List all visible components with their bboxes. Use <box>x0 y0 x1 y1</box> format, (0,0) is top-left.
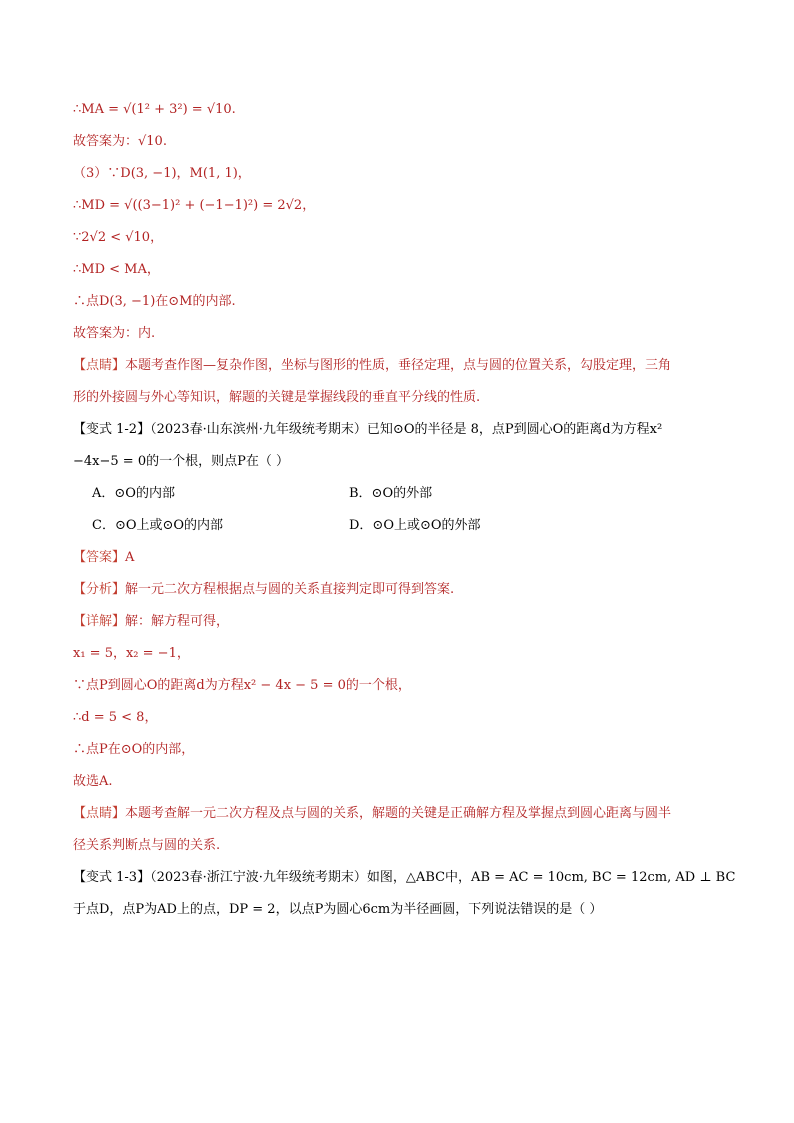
detail-line-inside: ∴点P在⊙O的内部， <box>73 742 195 757</box>
detail-line-roots: x₁ = 5，x₂ = −1， <box>73 646 190 661</box>
dianjing-1-cont: 形的外接圆与外心等知识，解题的关键是掌握线段的垂直平分线的性质. <box>73 390 481 405</box>
variant-tag: 【变式 1-2】 <box>73 422 151 437</box>
dianjing-2 <box>73 804 734 824</box>
option-c: C．⊙O上或⊙O的内部 <box>92 518 224 533</box>
solution-line-3: （3）∵D(3, −1)，M(1, 1)， <box>73 166 251 181</box>
answer-value: A <box>125 550 135 565</box>
option-d: D．⊙O上或⊙O的外部 <box>349 518 481 533</box>
detail-text: 解：解方程可得， <box>125 614 230 629</box>
solution-line-md-lt-ma: ∴MD < MA， <box>73 262 160 277</box>
dianjing-1 <box>73 356 734 376</box>
option-b: B．⊙O的外部 <box>349 486 433 501</box>
variant-text-13: （2023春·浙江宁波·九年级统考期末）如图，△ABC中，AB = AC = 10cm, BC = 12cm, AD ⊥ BC <box>150 870 736 885</box>
answer-line-2: 故答案为：内. <box>73 326 156 341</box>
variant-1-2 <box>73 420 734 440</box>
analysis-row <box>73 580 734 600</box>
option-a: A．⊙O的内部 <box>92 486 175 501</box>
dianjing-text-1: 本题考查作图—复杂作图，坐标与图形的性质，垂径定理，点与圆的位置关系，勾股定理，三角 <box>125 358 672 373</box>
variant-1-3-cont: 于点D，点P为AD上的点，DP = 2，以点P为圆心6cm为半径画圆，下列说法错误的是（ ） <box>73 902 603 917</box>
answer-line-1: 故答案为：√10. <box>73 134 167 149</box>
analysis-text: 解一元二次方程根据点与圆的关系直接判定即可得到答案. <box>125 582 455 597</box>
detail-row <box>73 612 734 632</box>
solution-line-ma: ∴MA = √(1² + 3²) = √10. <box>73 102 236 117</box>
variant-1-2-cont: −4x−5 = 0的一个根，则点P在（ ） <box>73 454 289 469</box>
variant-tag-13: 【变式 1-3】 <box>73 870 151 885</box>
answer-tag: 【答案】 <box>73 550 126 565</box>
solution-line-compare: ∵2√2 < √10， <box>73 230 164 245</box>
dianjing-tag: 【点睛】 <box>73 358 126 373</box>
analysis-tag: 【分析】 <box>73 582 126 597</box>
dianjing-2-cont: 径关系判断点与圆的关系. <box>73 838 221 853</box>
detail-line-choice: 故选A. <box>73 774 113 789</box>
detail-line-distance: ∵点P到圆心O的距离d为方程x² − 4x − 5 = 0的一个根， <box>73 678 411 693</box>
dianjing-tag-2: 【点睛】 <box>73 806 126 821</box>
detail-line-d: ∴d = 5 < 8， <box>73 710 158 725</box>
dianjing-text-2: 本题考查解一元二次方程及点与圆的关系，解题的关键是正确解方程及掌握点到圆心距离与圆半 <box>125 806 672 821</box>
solution-line-inside: ∴点D(3, −1)在⊙M的内部. <box>73 294 236 309</box>
detail-tag: 【详解】 <box>73 614 126 629</box>
solution-line-md: ∴MD = √((3−1)² + (−1−1)²) = 2√2， <box>73 198 316 213</box>
variant-text-1: （2023春·山东滨州·九年级统考期末）已知⊙O的半径是 8，点P到圆心O的距离d为方程x² <box>150 422 663 437</box>
answer-row <box>73 548 734 568</box>
variant-1-3 <box>73 868 734 888</box>
